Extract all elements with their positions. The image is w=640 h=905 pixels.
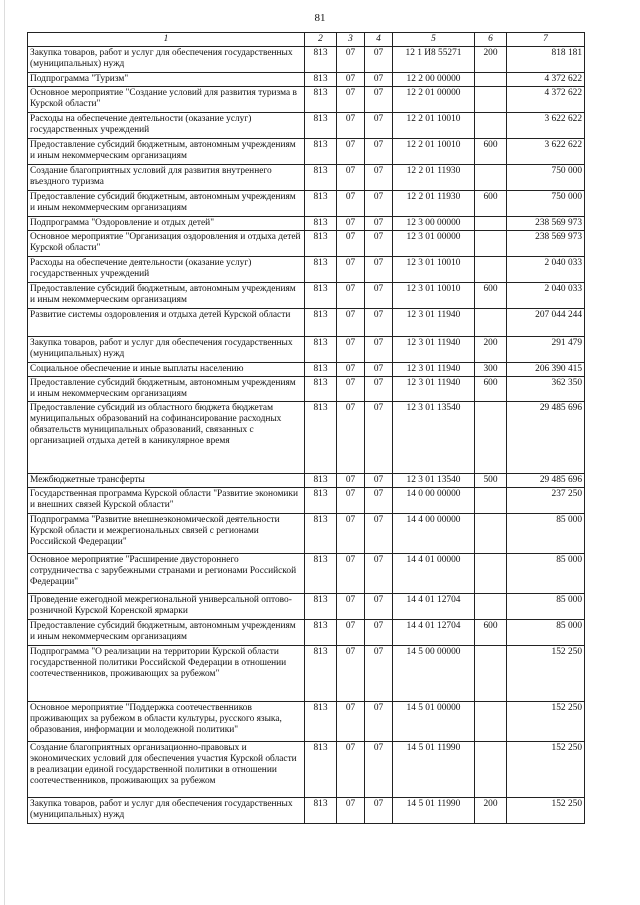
subsection-cell: 07 — [365, 113, 393, 139]
section-cell: 07 — [337, 377, 365, 402]
subsection-cell: 07 — [365, 742, 393, 798]
table-row — [28, 337, 585, 363]
expense-type-cell — [475, 231, 507, 257]
ved-cell: 813 — [305, 514, 337, 554]
amount-cell: 750 000 — [507, 165, 585, 191]
target-article-cell: 12 2 00 00000 — [393, 73, 475, 87]
ved-cell: 813 — [305, 620, 337, 646]
amount-cell: 152 250 — [507, 798, 585, 824]
row-name-cell: Основное мероприятие "Поддержка соотечественников проживающих за рубежом в области культуры, русского языка, образования, информации и молодежной политики" — [28, 702, 305, 742]
ved-cell: 813 — [305, 309, 337, 337]
target-article-cell: 12 1 И8 55271 — [393, 47, 475, 73]
ved-cell: 813 — [305, 742, 337, 798]
row-name-cell: Предоставление субсидий бюджетным, автономным учреждениям и иным некоммерческим организациям — [28, 620, 305, 646]
table-row — [28, 73, 585, 87]
subsection-cell: 07 — [365, 474, 393, 488]
subsection-cell: 07 — [365, 217, 393, 231]
ved-cell: 813 — [305, 257, 337, 283]
budget-table — [27, 32, 585, 824]
subsection-cell: 07 — [365, 402, 393, 474]
table-row — [28, 87, 585, 113]
ved-cell: 813 — [305, 165, 337, 191]
table-row — [28, 702, 585, 742]
section-cell: 07 — [337, 337, 365, 363]
row-name-cell: Предоставление субсидий бюджетным, автономным учреждениям и иным некоммерческим организациям — [28, 283, 305, 309]
section-cell: 07 — [337, 47, 365, 73]
target-article-cell: 12 3 01 10010 — [393, 257, 475, 283]
row-name-cell: Расходы на обеспечение деятельности (оказание услуг) государственных учреждений — [28, 113, 305, 139]
ved-cell: 813 — [305, 488, 337, 514]
header-cell: 6 — [475, 33, 507, 47]
section-cell: 07 — [337, 798, 365, 824]
target-article-cell: 14 5 00 00000 — [393, 646, 475, 702]
amount-cell: 3 622 622 — [507, 139, 585, 165]
target-article-cell: 14 4 00 00000 — [393, 514, 475, 554]
target-article-cell: 12 3 00 00000 — [393, 217, 475, 231]
subsection-cell: 07 — [365, 646, 393, 702]
section-cell: 07 — [337, 139, 365, 165]
page-number: 81 — [314, 12, 326, 24]
row-name-cell: Расходы на обеспечение деятельности (оказание услуг) государственных учреждений — [28, 257, 305, 283]
row-name-cell: Подпрограмма "О реализации на территории Курской области государственной политики Российской Федерации в отношении соотечественников, проживающих за рубежом" — [28, 646, 305, 702]
expense-type-cell: 300 — [475, 363, 507, 377]
ved-cell: 813 — [305, 73, 337, 87]
subsection-cell: 07 — [365, 165, 393, 191]
ved-cell: 813 — [305, 191, 337, 217]
subsection-cell: 07 — [365, 283, 393, 309]
expense-type-cell — [475, 488, 507, 514]
table-row — [28, 191, 585, 217]
subsection-cell: 07 — [365, 337, 393, 363]
amount-cell: 85 000 — [507, 554, 585, 594]
table-row — [28, 646, 585, 702]
ved-cell: 813 — [305, 646, 337, 702]
row-name-cell: Основное мероприятие "Расширение двустороннего сотрудничества с зарубежными странами и регионами Российской Федерации" — [28, 554, 305, 594]
table-row — [28, 594, 585, 620]
table-row — [28, 402, 585, 474]
section-cell: 07 — [337, 309, 365, 337]
header-cell: 7 — [507, 33, 585, 47]
expense-type-cell — [475, 646, 507, 702]
amount-cell: 2 040 033 — [507, 283, 585, 309]
ved-cell: 813 — [305, 377, 337, 402]
target-article-cell: 14 5 01 00000 — [393, 702, 475, 742]
ved-cell: 813 — [305, 283, 337, 309]
ved-cell: 813 — [305, 474, 337, 488]
expense-type-cell — [475, 742, 507, 798]
section-cell: 07 — [337, 283, 365, 309]
amount-cell: 3 622 622 — [507, 113, 585, 139]
amount-cell: 29 485 696 — [507, 474, 585, 488]
expense-type-cell — [475, 514, 507, 554]
table-row — [28, 257, 585, 283]
expense-type-cell — [475, 165, 507, 191]
section-cell: 07 — [337, 73, 365, 87]
amount-cell: 85 000 — [507, 594, 585, 620]
row-name-cell: Основное мероприятие "Организация оздоровления и отдыха детей Курской области" — [28, 231, 305, 257]
table-row — [28, 488, 585, 514]
header-cell: 3 — [337, 33, 365, 47]
target-article-cell: 14 4 01 12704 — [393, 620, 475, 646]
subsection-cell: 07 — [365, 488, 393, 514]
table-row — [28, 231, 585, 257]
table-row — [28, 474, 585, 488]
ved-cell: 813 — [305, 47, 337, 73]
expense-type-cell: 200 — [475, 798, 507, 824]
amount-cell: 4 372 622 — [507, 73, 585, 87]
subsection-cell: 07 — [365, 47, 393, 73]
section-cell: 07 — [337, 742, 365, 798]
subsection-cell: 07 — [365, 702, 393, 742]
subsection-cell: 07 — [365, 73, 393, 87]
ved-cell: 813 — [305, 702, 337, 742]
expense-type-cell: 200 — [475, 337, 507, 363]
amount-cell: 206 390 415 — [507, 363, 585, 377]
row-name-cell: Предоставление субсидий из областного бюджета бюджетам муниципальных образований на софинансирование расходных обязательств муниципальных образований, связанных с организацией отдыха детей в каникулярное время — [28, 402, 305, 474]
ved-cell: 813 — [305, 217, 337, 231]
subsection-cell: 07 — [365, 191, 393, 217]
ved-cell: 813 — [305, 337, 337, 363]
row-name-cell: Закупка товаров, работ и услуг для обеспечения государственных (муниципальных) нужд — [28, 798, 305, 824]
target-article-cell: 12 3 01 10010 — [393, 283, 475, 309]
row-name-cell: Создание благоприятных условий для развития внутреннего въездного туризма — [28, 165, 305, 191]
section-cell: 07 — [337, 165, 365, 191]
section-cell: 07 — [337, 217, 365, 231]
target-article-cell: 14 0 00 00000 — [393, 488, 475, 514]
target-article-cell: 12 3 01 13540 — [393, 474, 475, 488]
ved-cell: 813 — [305, 798, 337, 824]
ved-cell: 813 — [305, 231, 337, 257]
section-cell: 07 — [337, 191, 365, 217]
expense-type-cell — [475, 702, 507, 742]
row-name-cell: Предоставление субсидий бюджетным, автономным учреждениям и иным некоммерческим организациям — [28, 191, 305, 217]
row-name-cell: Подпрограмма "Туризм" — [28, 73, 305, 87]
section-cell: 07 — [337, 488, 365, 514]
section-cell: 07 — [337, 402, 365, 474]
row-name-cell: Подпрограмма "Развитие внешнеэкономической деятельности Курской области и межрегиональных связей с регионами Российской Федерации" — [28, 514, 305, 554]
target-article-cell: 14 5 01 11990 — [393, 798, 475, 824]
subsection-cell: 07 — [365, 257, 393, 283]
expense-type-cell — [475, 73, 507, 87]
expense-type-cell: 600 — [475, 191, 507, 217]
table-row — [28, 514, 585, 554]
table-row — [28, 165, 585, 191]
expense-type-cell: 600 — [475, 283, 507, 309]
section-cell: 07 — [337, 646, 365, 702]
ved-cell: 813 — [305, 402, 337, 474]
ved-cell: 813 — [305, 139, 337, 165]
table-row — [28, 217, 585, 231]
subsection-cell: 07 — [365, 231, 393, 257]
row-name-cell: Развитие системы оздоровления и отдыха детей Курской области — [28, 309, 305, 337]
row-name-cell: Предоставление субсидий бюджетным, автономным учреждениям и иным некоммерческим организациям — [28, 377, 305, 402]
row-name-cell: Закупка товаров, работ и услуг для обеспечения государственных (муниципальных) нужд — [28, 337, 305, 363]
table-row — [28, 309, 585, 337]
amount-cell: 152 250 — [507, 702, 585, 742]
expense-type-cell — [475, 554, 507, 594]
table-row — [28, 283, 585, 309]
expense-type-cell: 200 — [475, 47, 507, 73]
amount-cell: 291 479 — [507, 337, 585, 363]
amount-cell: 85 000 — [507, 514, 585, 554]
table-row — [28, 798, 585, 824]
ved-cell: 813 — [305, 554, 337, 594]
ved-cell: 813 — [305, 363, 337, 377]
subsection-cell: 07 — [365, 798, 393, 824]
row-name-cell: Создание благоприятных организационно-правовых и экономических условий для обеспечения участия Курской области в реализации единой государственной политики в отношении соотечественников, проживающих за рубежом — [28, 742, 305, 798]
table-row — [28, 554, 585, 594]
section-cell: 07 — [337, 231, 365, 257]
subsection-cell: 07 — [365, 377, 393, 402]
target-article-cell: 12 3 01 11940 — [393, 337, 475, 363]
target-article-cell: 12 3 01 11940 — [393, 363, 475, 377]
target-article-cell: 14 5 01 11990 — [393, 742, 475, 798]
table-row — [28, 113, 585, 139]
table-row — [28, 620, 585, 646]
amount-cell: 818 181 — [507, 47, 585, 73]
amount-cell: 750 000 — [507, 191, 585, 217]
amount-cell: 238 569 973 — [507, 217, 585, 231]
scan-edge — [4, 0, 5, 905]
target-article-cell: 14 4 01 00000 — [393, 554, 475, 594]
section-cell: 07 — [337, 257, 365, 283]
expense-type-cell — [475, 87, 507, 113]
header-cell: 1 — [28, 33, 305, 47]
target-article-cell: 12 2 01 00000 — [393, 87, 475, 113]
expense-type-cell — [475, 217, 507, 231]
section-cell: 07 — [337, 363, 365, 377]
section-cell: 07 — [337, 474, 365, 488]
expense-type-cell — [475, 309, 507, 337]
section-cell: 07 — [337, 620, 365, 646]
target-article-cell: 12 3 01 13540 — [393, 402, 475, 474]
row-name-cell: Социальное обеспечение и иные выплаты населению — [28, 363, 305, 377]
header-cell: 2 — [305, 33, 337, 47]
subsection-cell: 07 — [365, 87, 393, 113]
amount-cell: 237 250 — [507, 488, 585, 514]
table-row — [28, 139, 585, 165]
subsection-cell: 07 — [365, 139, 393, 165]
ved-cell: 813 — [305, 113, 337, 139]
subsection-cell: 07 — [365, 309, 393, 337]
header-cell: 5 — [393, 33, 475, 47]
expense-type-cell: 500 — [475, 474, 507, 488]
ved-cell: 813 — [305, 594, 337, 620]
header-row — [28, 33, 585, 47]
subsection-cell: 07 — [365, 363, 393, 377]
target-article-cell: 12 3 01 11940 — [393, 377, 475, 402]
amount-cell: 85 000 — [507, 620, 585, 646]
subsection-cell: 07 — [365, 514, 393, 554]
table-row — [28, 742, 585, 798]
table-row — [28, 377, 585, 402]
row-name-cell: Закупка товаров, работ и услуг для обеспечения государственных (муниципальных) нужд — [28, 47, 305, 73]
section-cell: 07 — [337, 702, 365, 742]
expense-type-cell — [475, 257, 507, 283]
amount-cell: 152 250 — [507, 646, 585, 702]
target-article-cell: 14 4 01 12704 — [393, 594, 475, 620]
section-cell: 07 — [337, 554, 365, 594]
row-name-cell: Межбюджетные трансферты — [28, 474, 305, 488]
expense-type-cell: 600 — [475, 139, 507, 165]
target-article-cell: 12 2 01 10010 — [393, 139, 475, 165]
subsection-cell: 07 — [365, 620, 393, 646]
target-article-cell: 12 2 01 11930 — [393, 191, 475, 217]
expense-type-cell: 600 — [475, 377, 507, 402]
amount-cell: 238 569 973 — [507, 231, 585, 257]
table-row — [28, 363, 585, 377]
section-cell: 07 — [337, 514, 365, 554]
amount-cell: 29 485 696 — [507, 402, 585, 474]
subsection-cell: 07 — [365, 594, 393, 620]
header-cell: 4 — [365, 33, 393, 47]
expense-type-cell — [475, 113, 507, 139]
row-name-cell: Подпрограмма "Оздоровление и отдых детей" — [28, 217, 305, 231]
amount-cell: 207 044 244 — [507, 309, 585, 337]
section-cell: 07 — [337, 594, 365, 620]
section-cell: 07 — [337, 87, 365, 113]
section-cell: 07 — [337, 113, 365, 139]
amount-cell: 152 250 — [507, 742, 585, 798]
table-row — [28, 47, 585, 73]
target-article-cell: 12 3 01 00000 — [393, 231, 475, 257]
subsection-cell: 07 — [365, 554, 393, 594]
ved-cell: 813 — [305, 87, 337, 113]
target-article-cell: 12 3 01 11940 — [393, 309, 475, 337]
row-name-cell: Основное мероприятие "Создание условий для развития туризма в Курской области" — [28, 87, 305, 113]
row-name-cell: Государственная программа Курской области "Развитие экономики и внешних связей Курской области" — [28, 488, 305, 514]
target-article-cell: 12 2 01 10010 — [393, 113, 475, 139]
row-name-cell: Проведение ежегодной межрегиональной универсальной оптово-розничной Курской Коренской ярмарки — [28, 594, 305, 620]
expense-type-cell: 600 — [475, 620, 507, 646]
amount-cell: 4 372 622 — [507, 87, 585, 113]
amount-cell: 2 040 033 — [507, 257, 585, 283]
target-article-cell: 12 2 01 11930 — [393, 165, 475, 191]
amount-cell: 362 350 — [507, 377, 585, 402]
expense-type-cell — [475, 402, 507, 474]
expense-type-cell — [475, 594, 507, 620]
row-name-cell: Предоставление субсидий бюджетным, автономным учреждениям и иным некоммерческим организациям — [28, 139, 305, 165]
